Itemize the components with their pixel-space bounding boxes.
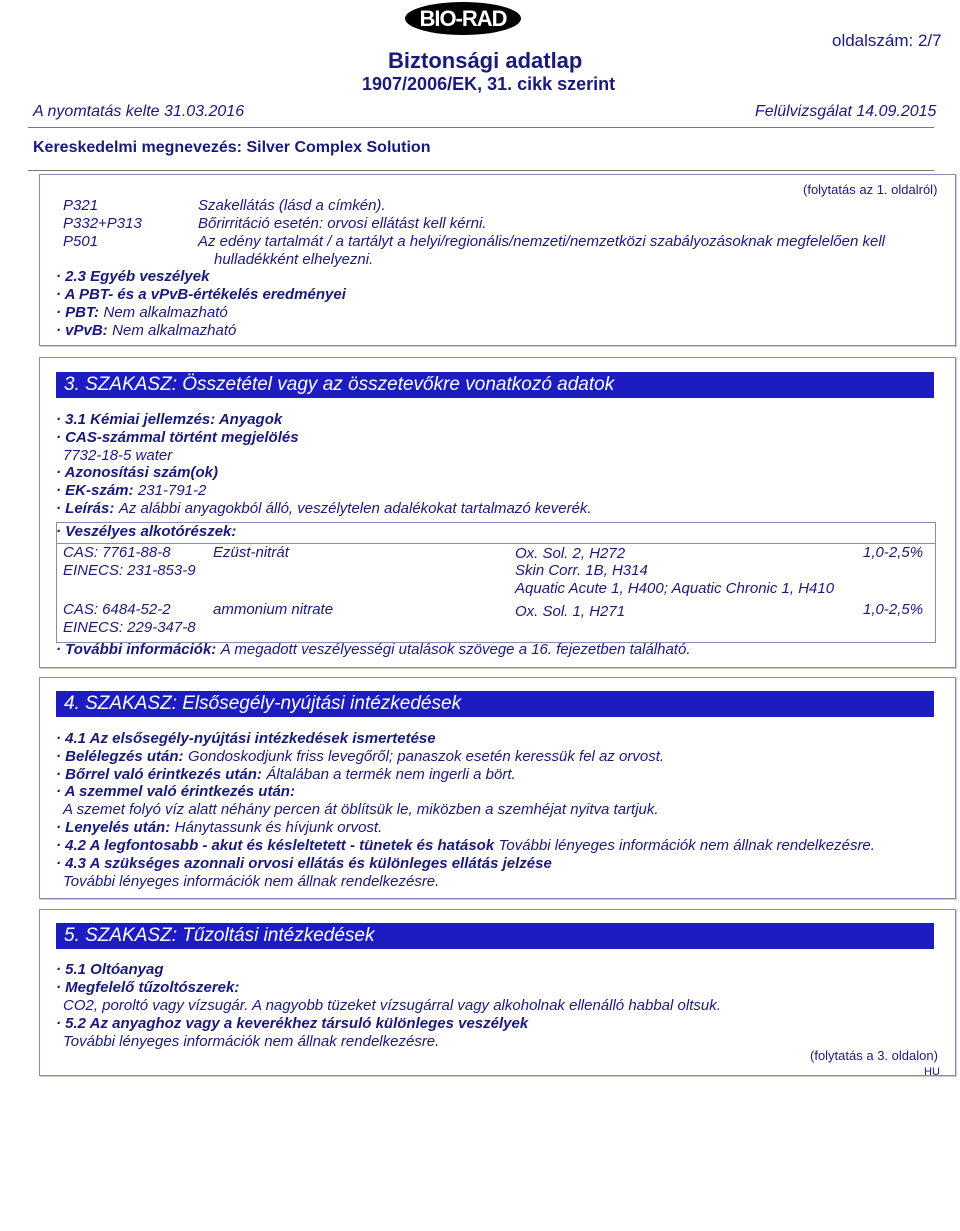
ingestion-line [56, 819, 382, 837]
agent-value: CO2, poroltó vagy vízsugár. A nagyobb tüzeket vízsugárral vagy alkoholnak ellenálló habbal oltsuk. [63, 997, 721, 1014]
eye-heading: · A szemmel való érintkezés után: [56, 783, 295, 800]
bio-rad-logo [405, 2, 521, 35]
ek-line [56, 482, 206, 500]
language-code: HU [924, 1066, 940, 1078]
component-cas: CAS: 6484-52-2 [63, 601, 171, 618]
inhalation-label: · Belélegzés után: [56, 748, 184, 765]
hazard-heading: · Veszélyes alkotórészek: [56, 523, 237, 540]
p-code: P332+P313 [63, 215, 142, 232]
component-cas: CAS: 7761-88-8 [63, 544, 171, 561]
more-info-value: A megadott veszélyességi utalások szövege a 16. fejezetben található. [220, 641, 691, 658]
document-subtitle: 1907/2006/EK, 31. cikk szerint [362, 74, 616, 94]
component-concentration: 1,0-2,5% [863, 544, 924, 561]
s4-2-value: További lényeges információk nem állnak rendelkezésre. [498, 837, 875, 854]
trade-name-divider [28, 170, 934, 171]
component-class: Aquatic Acute 1, H400; Aquatic Chronic 1, H410 [515, 580, 835, 597]
ek-label: · EK-szám: [56, 482, 134, 499]
p-code: P501 [63, 233, 99, 250]
header-divider [28, 127, 934, 128]
s3-1-heading: · 3.1 Kémiai jellemzés: Anyagok [56, 411, 283, 428]
id-heading: · Azonosítási szám(ok) [56, 464, 218, 481]
continued-to: (folytatás a 3. oldalon) [810, 1048, 938, 1063]
s4-2-label: · 4.2 A legfontosabb - akut és késleltetett - tünetek és hatások [56, 837, 495, 854]
ingestion-label: · Lenyelés után: [56, 819, 171, 836]
document-title: Biztonsági adatlap [388, 48, 583, 73]
desc-label: · Leírás: [56, 500, 115, 517]
more-info-line [56, 641, 691, 659]
s5-2-heading: · 5.2 Az anyaghoz vagy a keverékhez társuló különleges veszélyek [56, 1015, 529, 1032]
trade-name: Kereskedelmi megnevezés: Silver Complex Solution [33, 139, 431, 156]
eye-value: A szemet folyó víz alatt néhány percen át öblítsük le, miközben a szemhéjat nyitva tartjuk. [63, 801, 659, 818]
component-name: ammonium nitrate [213, 601, 334, 618]
inhalation-value: Gondoskodjunk friss levegőről; panaszok esetén keressük fel az orvost. [187, 748, 665, 765]
desc-line [56, 500, 592, 518]
ek-value: 231-791-2 [137, 482, 207, 499]
s4-1-heading: · 4.1 Az elsősegély-nyújtási intézkedések ismertetése [56, 730, 436, 747]
vpvb-line [56, 322, 236, 340]
skin-label: · Bőrrel való érintkezés után: [56, 766, 262, 783]
p-text: Az edény tartalmát / a tartályt a helyi/regionális/nemzeti/nemzetközi szabályozásoknak megfelelően kell [198, 233, 886, 250]
p-code: P321 [63, 197, 99, 214]
component-class: Ox. Sol. 1, H271 [515, 603, 626, 620]
s5-2-value: További lényeges információk nem állnak rendelkezésre. [63, 1033, 440, 1050]
s4-3-value: További lényeges információk nem állnak rendelkezésre. [63, 873, 440, 890]
section3-title: 3. SZAKASZ: Összetétel vagy az összetevőkre vonatkozó adatok [56, 372, 934, 398]
p-text: Bőrirritáció esetén: orvosi ellátást kell kérni. [198, 215, 487, 232]
s4-3-heading: · 4.3 A szükséges azonnali orvosi ellátás és különleges ellátás jelzése [56, 855, 552, 872]
cas-value: 7732-18-5 water [63, 447, 173, 464]
revision-date: Felülvizsgálat 14.09.2015 [755, 103, 937, 120]
cas-heading: · CAS-számmal történt megjelölés [56, 429, 299, 446]
pbt-value: Nem alkalmazható [103, 304, 228, 321]
agent-heading: · Megfelelő tűzoltószerek: [56, 979, 240, 996]
component-class: Skin Corr. 1B, H314 [515, 562, 648, 579]
print-date: A nyomtatás kelte 31.03.2016 [33, 103, 245, 120]
component-einecs: EINECS: 231-853-9 [63, 562, 196, 579]
logo-text: BIO-RAD [419, 6, 507, 31]
continued-from: (folytatás az 1. oldalról) [803, 182, 938, 197]
component-einecs: EINECS: 229-347-8 [63, 619, 196, 636]
component-name: Ezüst-nitrát [213, 544, 289, 561]
p-text: Szakellátás (lásd a címkén). [198, 197, 386, 214]
more-info-label: · További információk: [56, 641, 217, 658]
section5-title: 5. SZAKASZ: Tűzoltási intézkedések [56, 923, 934, 949]
section4-title: 4. SZAKASZ: Elsősegély-nyújtási intézkedések [56, 691, 934, 717]
vpvb-value: Nem alkalmazható [112, 322, 237, 339]
s4-2-line [56, 837, 875, 855]
pbt-heading: · A PBT- és a vPvB-értékelés eredményei [56, 286, 346, 303]
desc-value: Az alábbi anyagokból álló, veszélytelen adalékokat tartalmazó keverék. [118, 500, 592, 517]
component-class: Ox. Sol. 2, H272 [515, 545, 626, 562]
ingestion-value: Hánytassunk és hívjunk orvost. [174, 819, 383, 836]
s5-1-heading: · 5.1 Oltóanyag [56, 961, 164, 978]
component-concentration: 1,0-2,5% [863, 601, 924, 618]
p-text-cont: hulladékként elhelyezni. [214, 251, 374, 268]
vpvb-label: · vPvB: [56, 322, 108, 339]
skin-line [56, 766, 516, 784]
s2-3-heading: · 2.3 Egyéb veszélyek [56, 268, 210, 285]
page-number: oldalszám: 2/7 [832, 31, 942, 50]
pbt-label: · PBT: [56, 304, 100, 321]
inhalation-line [56, 748, 664, 766]
skin-value: Általában a termék nem ingerli a bört. [266, 766, 516, 783]
pbt-line [56, 304, 228, 322]
